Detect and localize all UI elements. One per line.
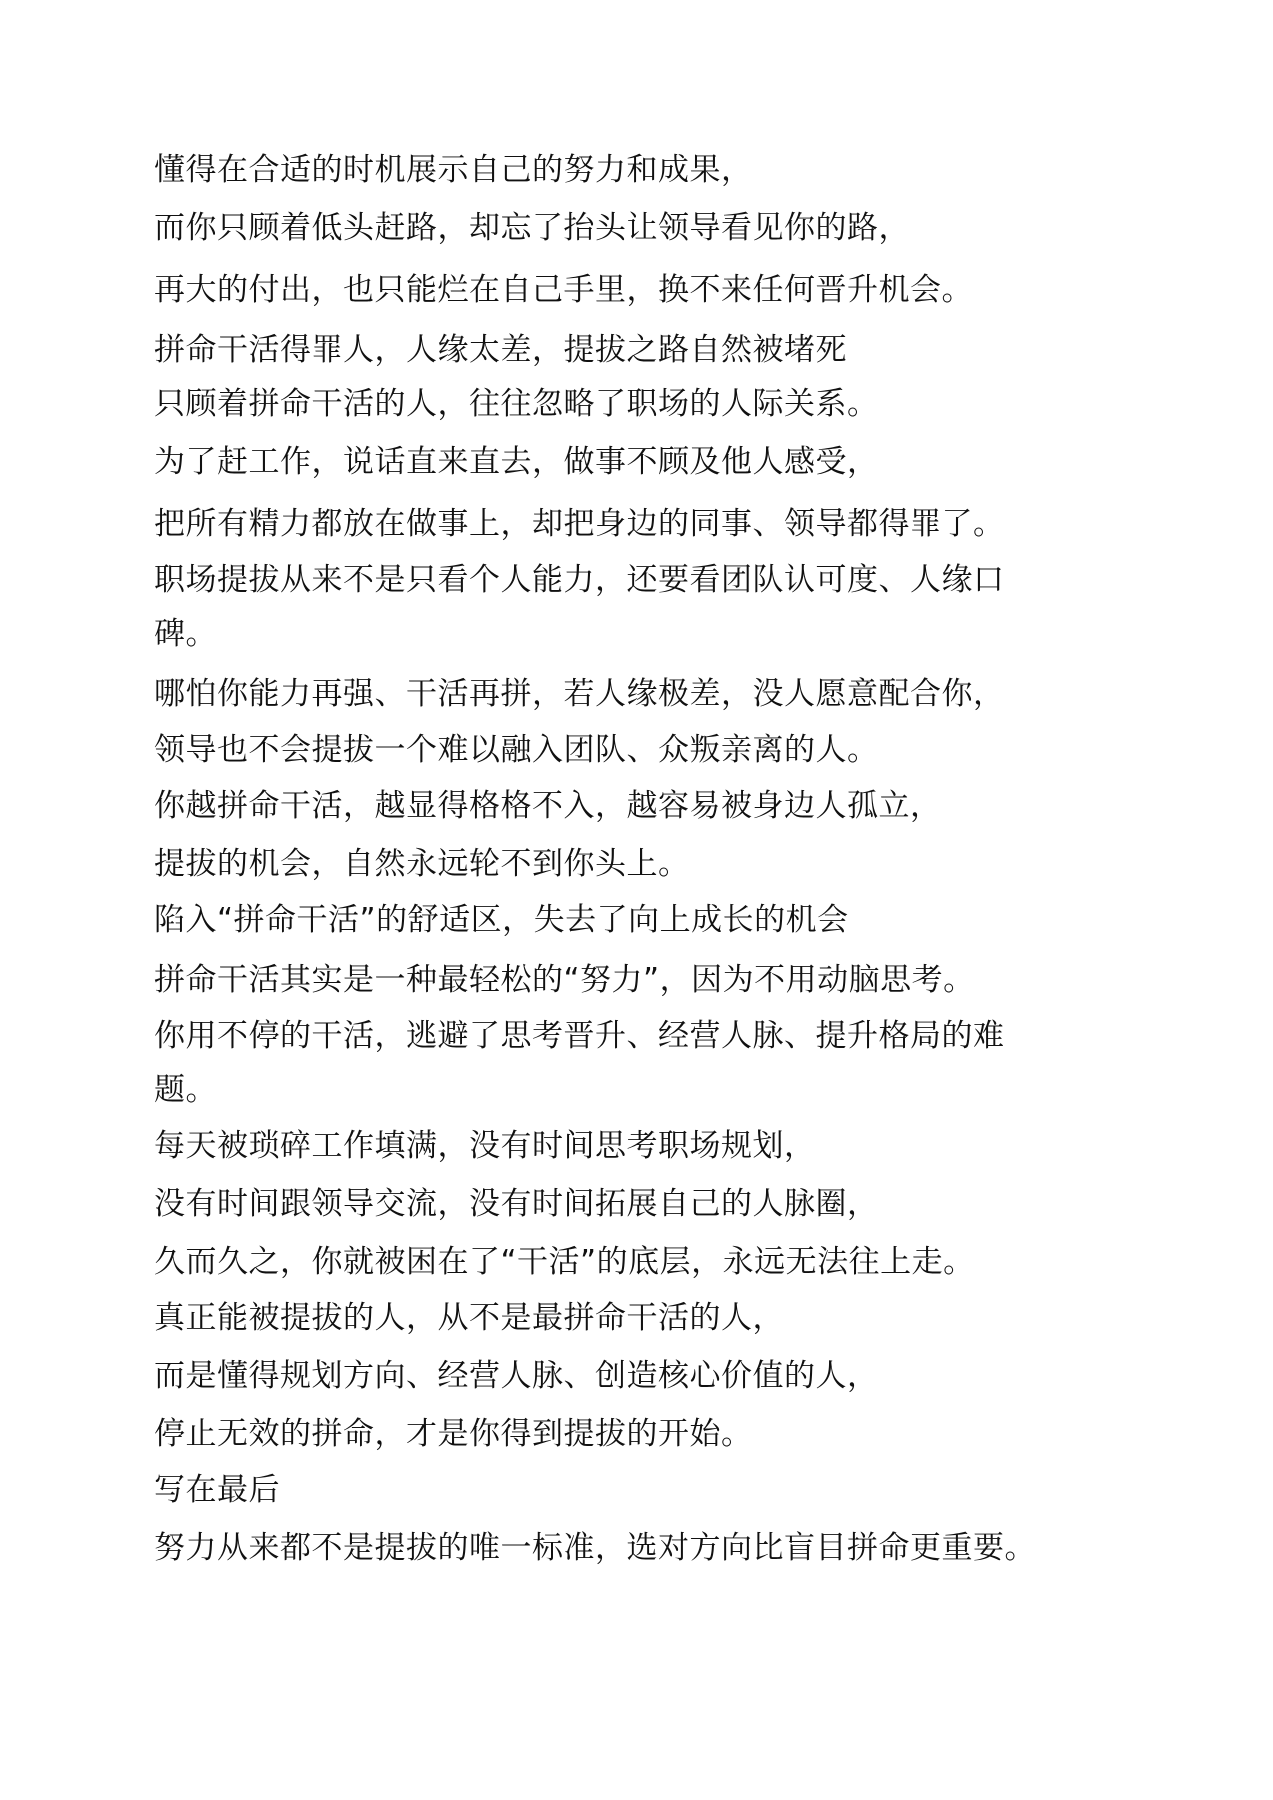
text-line: 再大的付出，也只能烂在自己手里，换不来任何晋升机会。 [154, 272, 973, 308]
text-line: 拼命干活得罪人，人缘太差，提拔之路自然被堵死 [154, 332, 847, 368]
text-line: 久而久之，你就被困在了“干活”的底层，永远无法往上走。 [154, 1244, 975, 1280]
text-line: 而是懂得规划方向、经营人脉、创造核心价值的人， [154, 1358, 879, 1394]
text-line: 哪怕你能力再强、干活再拼，若人缘极差，没人愿意配合你， [154, 676, 1005, 712]
text-line: 职场提拔从来不是只看个人能力，还要看团队认可度、人缘口 [154, 562, 1005, 598]
text-line: 你越拼命干活，越显得格格不入，越容易被身边人孤立， [154, 788, 942, 824]
text-line: 你用不停的干活，逃避了思考晋升、经营人脉、提升格局的难 [154, 1018, 1005, 1054]
text-line: 提拔的机会，自然永远轮不到你头上。 [154, 846, 690, 882]
text-line: 拼命干活其实是一种最轻松的“努力”，因为不用动脑思考。 [154, 962, 975, 998]
text-line: 题。 [154, 1072, 217, 1108]
text-line: 只顾着拼命干活的人，往往忽略了职场的人际关系。 [154, 386, 879, 422]
text-line: 陷入“拼命干活”的舒适区，失去了向上成长的机会 [154, 902, 849, 938]
text-line: 每天被琐碎工作填满，没有时间思考职场规划， [154, 1128, 816, 1164]
text-line: 为了赶工作，说话直来直去，做事不顾及他人感受， [154, 444, 879, 480]
text-line: 懂得在合适的时机展示自己的努力和成果， [154, 152, 753, 188]
text-line: 停止无效的拼命，才是你得到提拔的开始。 [154, 1416, 753, 1452]
text-line: 真正能被提拔的人，从不是最拼命干活的人， [154, 1300, 784, 1336]
text-line: 把所有精力都放在做事上，却把身边的同事、领导都得罪了。 [154, 506, 1005, 542]
text-line: 努力从来都不是提拔的唯一标准，选对方向比盲目拼命更重要。 [154, 1530, 1036, 1566]
text-line: 碑。 [154, 616, 217, 652]
text-line: 没有时间跟领导交流，没有时间拓展自己的人脉圈， [154, 1186, 879, 1222]
section-heading: 写在最后 [154, 1472, 280, 1508]
text-line: 而你只顾着低头赶路，却忘了抬头让领导看见你的路， [154, 210, 910, 246]
text-line: 领导也不会提拔一个难以融入团队、众叛亲离的人。 [154, 732, 879, 768]
